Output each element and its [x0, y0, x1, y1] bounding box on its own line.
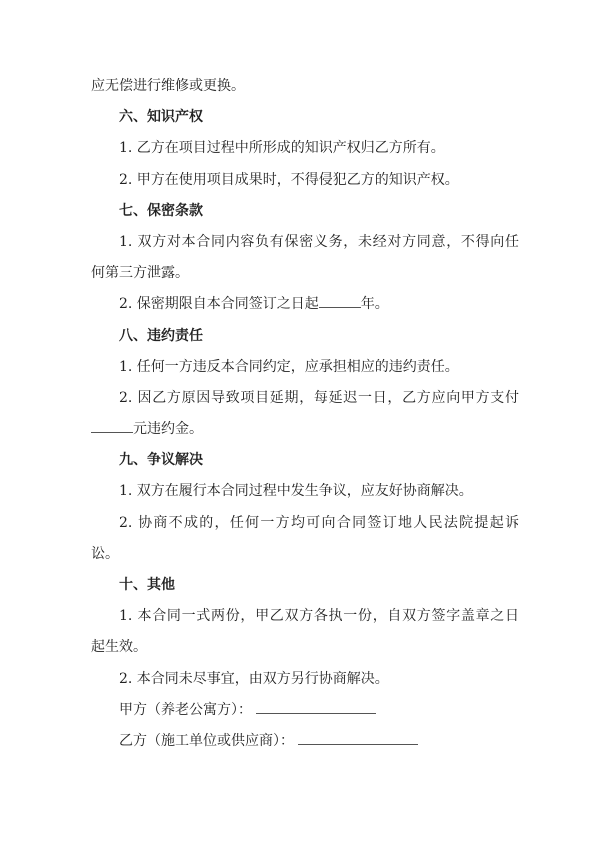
- clause: 2. 协商不成的，任何一方均可向合同签订地人民法院提起诉: [119, 514, 519, 531]
- clause-text: 2. 保密期限自本合同签订之日起: [119, 296, 319, 313]
- clause-text: 元违约金。: [133, 421, 203, 438]
- section-heading-disputes: 九、争议解决: [119, 452, 203, 469]
- clause-continuation: 讼。: [91, 545, 119, 562]
- fill-blank-years[interactable]: [319, 293, 361, 308]
- paragraph-continuation: 应无偿进行维修或更换。: [91, 78, 245, 94]
- clause-continuation: 何第三方泄露。: [91, 265, 189, 282]
- clause-text: 年。: [360, 296, 389, 313]
- clause: 2. 本合同未尽事宜，由双方另行协商解决。: [119, 670, 389, 687]
- section-heading-ip: 六、知识产权: [119, 109, 203, 126]
- clause: 2. 甲方在使用项目成果时，不得侵犯乙方的知识产权。: [119, 171, 459, 188]
- party-b-label: 乙方（施工单位或供应商）：: [119, 732, 294, 749]
- clause-continuation: 起生效。: [91, 639, 147, 656]
- clause: 1. 乙方在项目过程中所形成的知识产权归乙方所有。: [119, 140, 445, 157]
- party-a-label: 甲方（养老公寓方）：: [119, 701, 252, 718]
- contract-page: [0, 71, 600, 757]
- section-heading-confidentiality: 七、保密条款: [119, 202, 203, 219]
- clause: 1. 任何一方违反本合同约定，应承担相应的违约责任。: [119, 358, 459, 375]
- signature-party-a: [0, 695, 600, 726]
- clause: 1. 双方在履行本合同过程中发生争议，应友好协商解决。: [119, 483, 473, 500]
- clause: 2. 因乙方原因导致项目延期，每延迟一日，乙方应向甲方支付: [119, 389, 519, 406]
- clause: [0, 289, 600, 320]
- section-heading-liability: 八、违约责任: [119, 327, 203, 344]
- signature-party-b: [0, 726, 600, 757]
- party-a-signature-line[interactable]: [256, 699, 376, 714]
- section-heading-other: 十、其他: [119, 577, 175, 593]
- fill-blank-penalty[interactable]: [91, 418, 133, 433]
- party-b-signature-line[interactable]: [298, 730, 418, 745]
- clause: 1. 本合同一式两份，甲乙双方各执一份，自双方签字盖章之日: [119, 608, 519, 625]
- clause: 1. 双方对本合同内容负有保密义务，未经对方同意，不得向任: [119, 233, 519, 250]
- clause-continuation: [0, 414, 600, 445]
